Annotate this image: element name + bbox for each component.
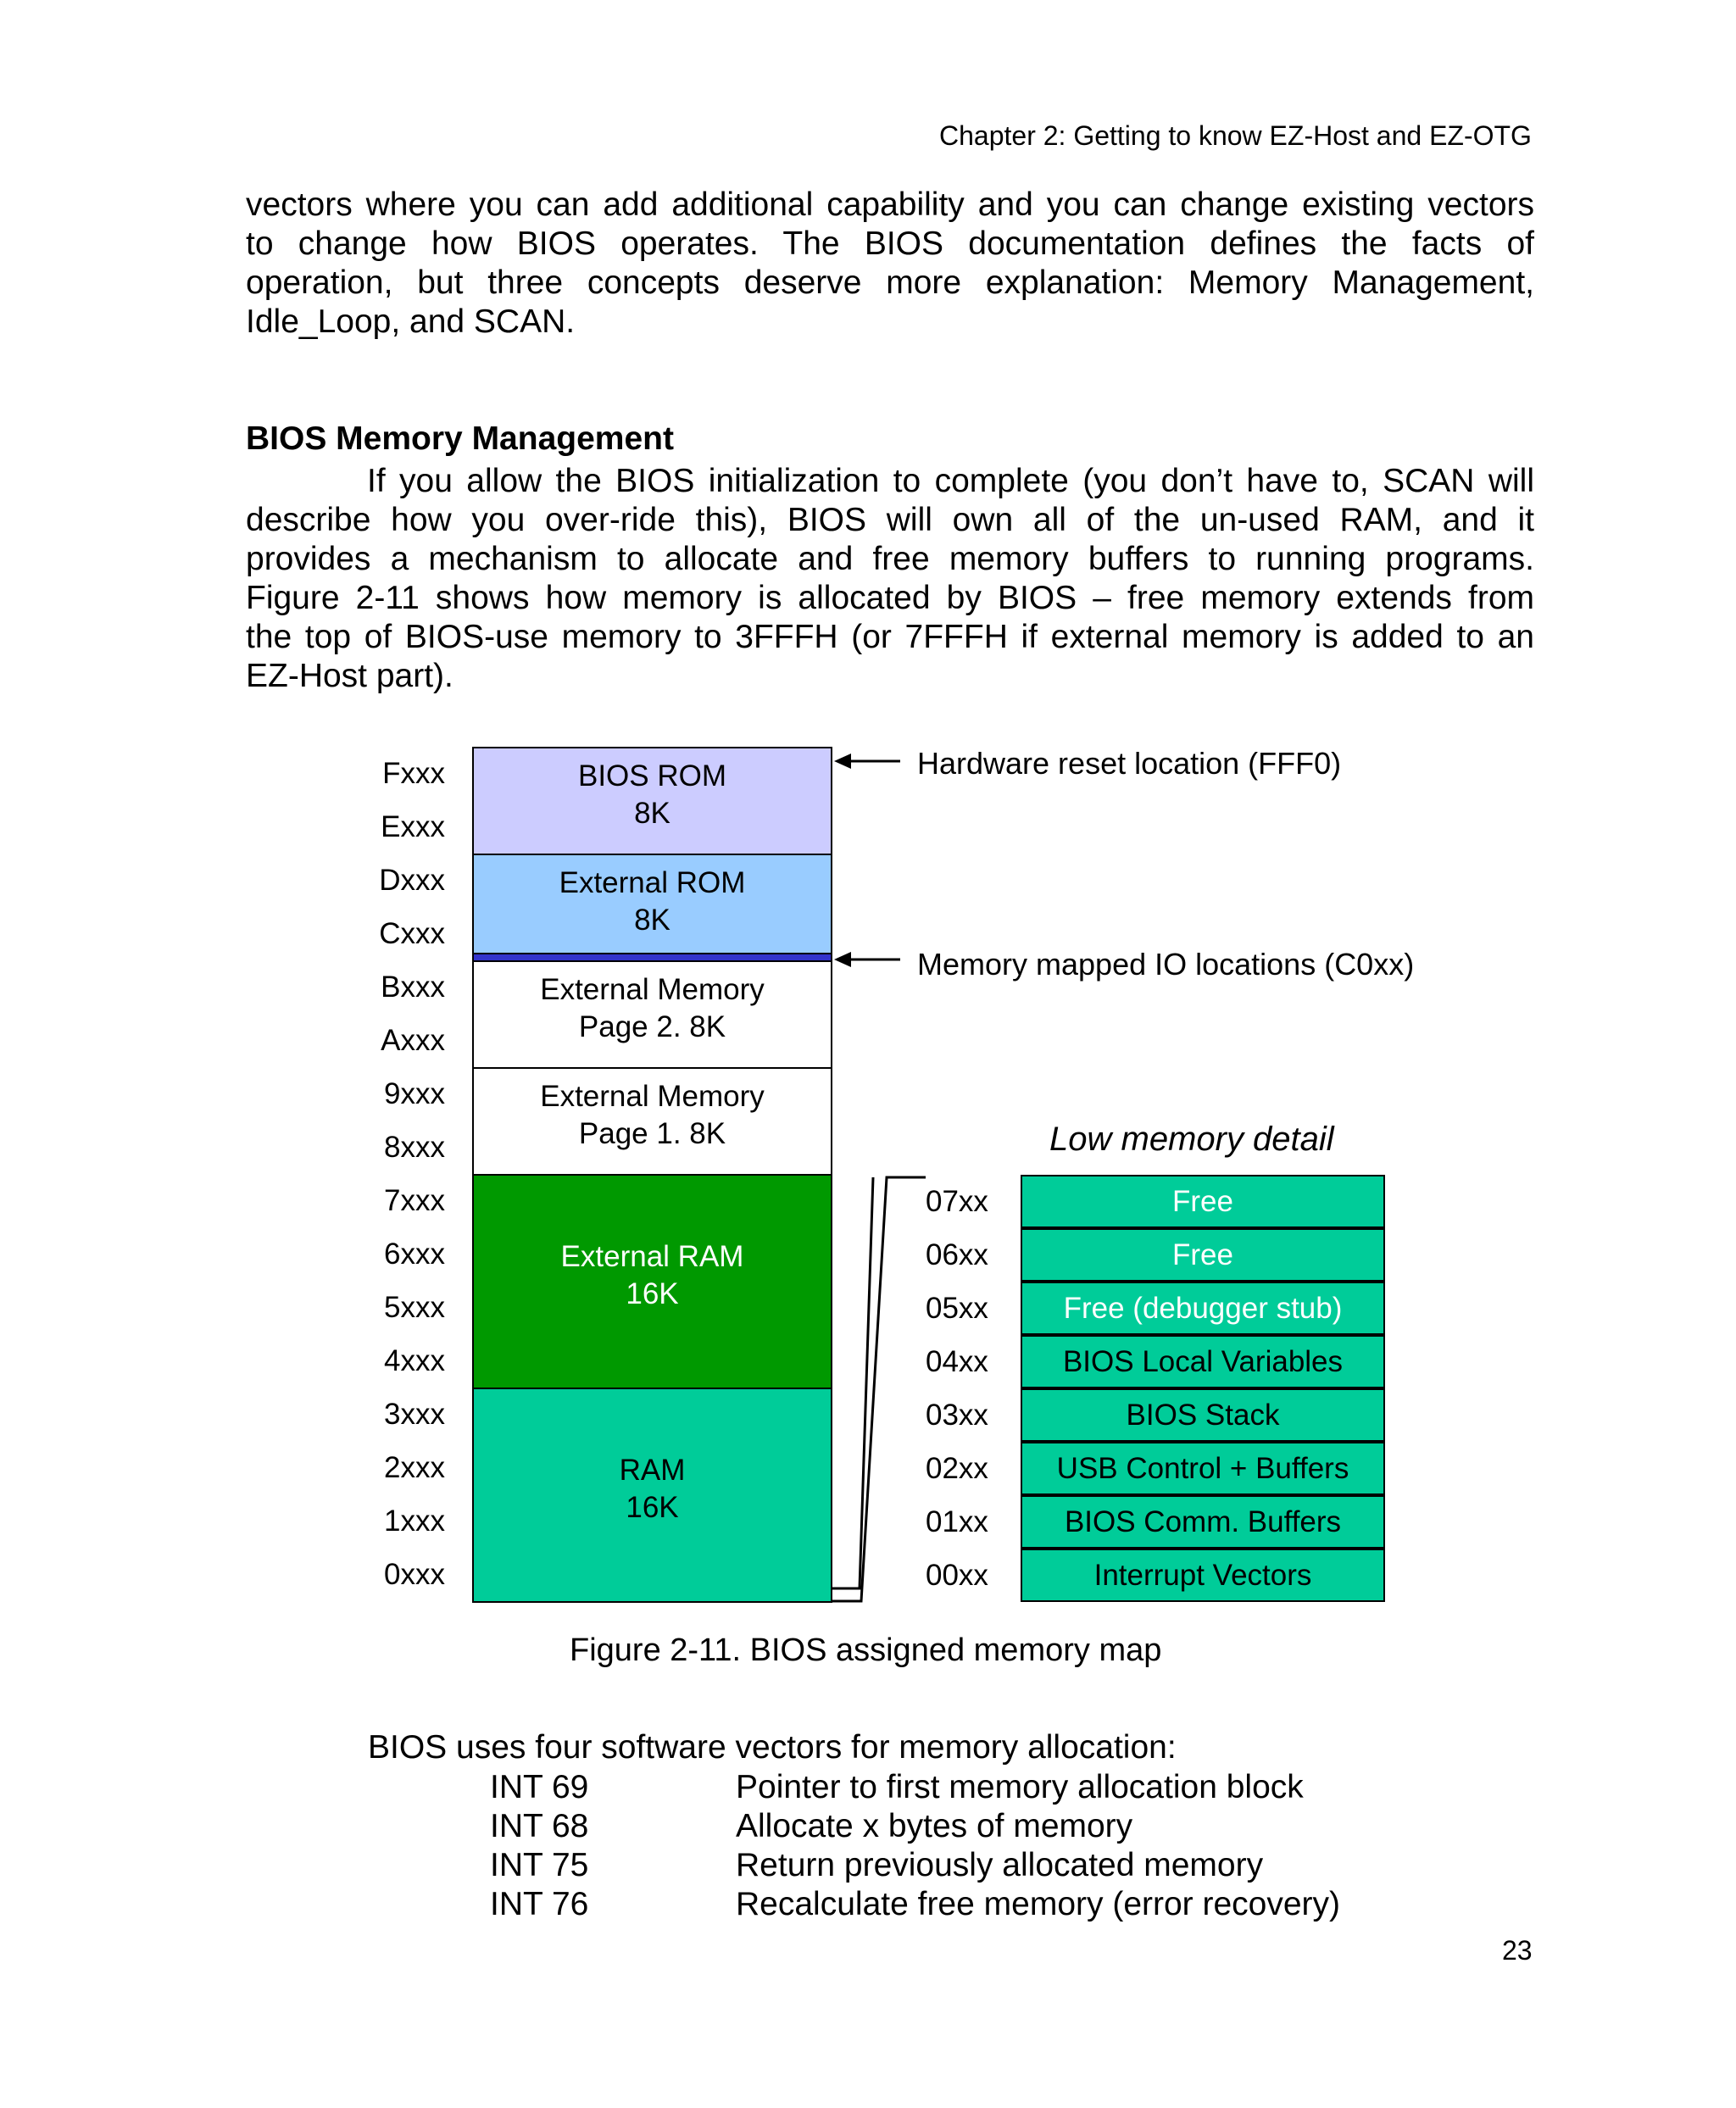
block-size: Page 2. 8K xyxy=(578,1010,726,1043)
vectors-intro: BIOS uses four software vectors for memory allocation: xyxy=(368,1729,1177,1766)
io-annotation: Memory mapped IO locations (C0xx) xyxy=(917,947,1415,982)
address-label: Axxx xyxy=(381,1024,445,1057)
address-label: 6xxx xyxy=(384,1238,445,1271)
low-address-label: 04xx xyxy=(926,1345,988,1378)
running-header: Chapter 2: Getting to know EZ-Host and EZ-OTG xyxy=(939,120,1532,151)
address-label: 5xxx xyxy=(384,1291,445,1324)
block-size: 16K xyxy=(626,1491,679,1524)
address-label: Dxxx xyxy=(379,864,445,897)
low-address-label: 06xx xyxy=(926,1238,988,1271)
io-arrowhead xyxy=(834,952,851,967)
address-label: 4xxx xyxy=(384,1344,445,1377)
block-size: 8K xyxy=(634,904,670,937)
low-memory-cell-local-vars: BIOS Local Variables xyxy=(1021,1335,1385,1388)
low-memory-cell-stack: BIOS Stack xyxy=(1021,1388,1385,1442)
low-memory-cell-free: Free xyxy=(1021,1228,1385,1282)
vector-desc: Pointer to first memory allocation block xyxy=(736,1769,1304,1805)
intro-line: to change how BIOS operates. The BIOS documentation defines the facts of xyxy=(246,225,1534,262)
vector-int: INT 75 xyxy=(490,1847,589,1883)
address-label: 3xxx xyxy=(384,1398,445,1431)
section-heading: BIOS Memory Management xyxy=(246,420,674,457)
vector-int: INT 76 xyxy=(490,1886,589,1922)
address-label: 1xxx xyxy=(384,1505,445,1538)
low-address-label: 00xx xyxy=(926,1559,988,1592)
vector-int: INT 69 xyxy=(490,1769,589,1805)
block-label: External ROM xyxy=(559,866,746,899)
reset-annotation: Hardware reset location (FFF0) xyxy=(917,746,1342,781)
block-label: External Memory xyxy=(540,1080,765,1113)
section-line: EZ-Host part). xyxy=(246,658,453,694)
address-label: 2xxx xyxy=(384,1451,445,1484)
address-label: Exxx xyxy=(381,810,445,843)
address-label: Cxxx xyxy=(379,917,445,950)
address-label: 0xxx xyxy=(384,1558,445,1591)
address-label: Bxxx xyxy=(381,971,445,1004)
section-line: the top of BIOS-use memory to 3FFFH (or 7FFFH if external memory is added to an xyxy=(246,619,1534,655)
zoom-bracket-outer xyxy=(832,1177,926,1601)
intro-line: operation, but three concepts deserve more explanation: Memory Management, xyxy=(246,264,1534,301)
vector-desc: Recalculate free memory (error recovery) xyxy=(736,1886,1341,1922)
block-label: External Memory xyxy=(540,973,765,1006)
section-line: describe how you over-ride this), BIOS will own all of the un-used RAM, and it xyxy=(246,502,1534,538)
block-label: RAM xyxy=(619,1454,686,1487)
section-line: provides a mechanism to allocate and free memory buffers to running programs. xyxy=(246,541,1534,577)
low-address-label: 07xx xyxy=(926,1185,988,1218)
block-size: 8K xyxy=(634,797,670,830)
low-memory-cell-usb: USB Control + Buffers xyxy=(1021,1442,1385,1495)
low-address-label: 02xx xyxy=(926,1452,988,1485)
low-address-label: 01xx xyxy=(926,1505,988,1538)
low-memory-cell-interrupt-vectors: Interrupt Vectors xyxy=(1021,1549,1385,1602)
low-memory-title: Low memory detail xyxy=(1049,1121,1334,1158)
low-memory-cell-comm-buffers: BIOS Comm. Buffers xyxy=(1021,1495,1385,1549)
vector-int: INT 68 xyxy=(490,1808,589,1844)
block-size: 16K xyxy=(626,1277,679,1310)
vector-desc: Return previously allocated memory xyxy=(736,1847,1264,1883)
block-label: BIOS ROM xyxy=(577,759,727,793)
intro-line: Idle_Loop, and SCAN. xyxy=(246,303,576,340)
vector-desc: Allocate x bytes of memory xyxy=(736,1808,1133,1844)
figure-caption: Figure 2-11. BIOS assigned memory map xyxy=(570,1632,1162,1668)
intro-line: vectors where you can add additional capability and you can change existing vectors xyxy=(246,186,1534,223)
section-line: If you allow the BIOS initialization to complete (you don’t have to, SCAN will xyxy=(367,463,1534,499)
low-memory-cell-free: Free xyxy=(1021,1175,1385,1228)
address-label: 9xxx xyxy=(384,1077,445,1110)
block-size: Page 1. 8K xyxy=(578,1117,726,1150)
address-label: Fxxx xyxy=(382,757,445,790)
low-address-label: 05xx xyxy=(926,1292,988,1325)
address-label: 8xxx xyxy=(384,1131,445,1164)
address-label: 7xxx xyxy=(384,1184,445,1217)
low-memory-cell-debugger-stub: Free (debugger stub) xyxy=(1021,1282,1385,1335)
reset-arrowhead xyxy=(834,754,851,769)
low-address-label: 03xx xyxy=(926,1399,988,1432)
zoom-bracket-inner xyxy=(832,1177,873,1588)
page-number: 23 xyxy=(1502,1935,1533,1966)
block-label: External RAM xyxy=(560,1240,744,1273)
section-line: Figure 2-11 shows how memory is allocated by BIOS – free memory extends from xyxy=(246,580,1534,616)
